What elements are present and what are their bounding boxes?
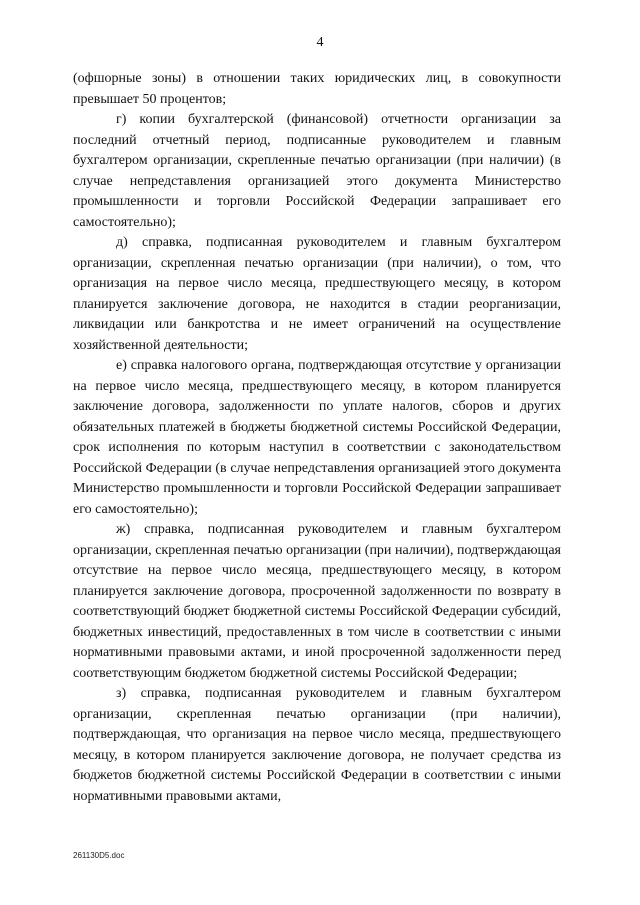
- document-body: [73, 69, 561, 807]
- paragraph-item-g: г) копии бухгалтерской (финансовой) отчетности организации за последний отчетный период, подписанные руководителем и главным бухгалтером организации, скрепленные печатью организации (при наличии) (в случае непредставления организацией этого документа Министерство промышленности и торговли Российской Федерации запрашивает его самостоятельно);: [73, 112, 561, 230]
- paragraph-continuation: (офшорные зоны) в отношении таких юридических лиц, в совокупности превышает 50 процентов;: [73, 71, 561, 107]
- paragraph-item-z: з) справка, подписанная руководителем и главным бухгалтером организации, скрепленная печатью организации (при наличии), подтверждающая, что организация на первое число месяца, предшествующего месяцу, в котором планируется заключение договора, не получает средства из бюджетов бюджетной системы Российской Федерации в соответствии с иными нормативными правовыми актами,: [73, 686, 561, 804]
- footer-file-name: 261130D5.doc: [73, 851, 125, 860]
- paragraph-item-e: е) справка налогового органа, подтверждающая отсутствие у организации на первое число месяца, предшествующего месяцу, в котором планируется заключение договора, задолженности по уплате налогов, сборов и других обязательных платежей в бюджеты бюджетной системы Российской Федерации, срок исполнения по которым наступил в соответствии с законодательством Российской Федерации (в случае непредставления организацией этого документа Министерство промышленности и торговли Российской Федерации запрашивает его самостоятельно);: [73, 358, 561, 517]
- page-number: 4: [316, 35, 324, 50]
- paragraph-item-d: д) справка, подписанная руководителем и главным бухгалтером организации, скрепленная печатью организации (при наличии), о том, что организация на первое число месяца, предшествующего месяцу, в котором планируется заключение договора, не находится в стадии реорганизации, ликвидации или банкротства и не имеет ограничений на осуществление хозяйственной деятельности;: [73, 235, 561, 353]
- paragraph-item-zh: ж) справка, подписанная руководителем и главным бухгалтером организации, скрепленная печатью организации (при наличии), подтверждающая отсутствие на первое число месяца, предшествующего месяцу, в котором планируется заключение договора, просроченной задолженности по возврату в соответствующий бюджет бюджетной системы Российской Федерации субсидий, бюджетных инвестиций, предоставленных в том числе в соответствии с иными нормативными правовыми актами, и иной просроченной задолженности перед соответствующим бюджетом бюджетной системы Российской Федерации;: [73, 522, 561, 681]
